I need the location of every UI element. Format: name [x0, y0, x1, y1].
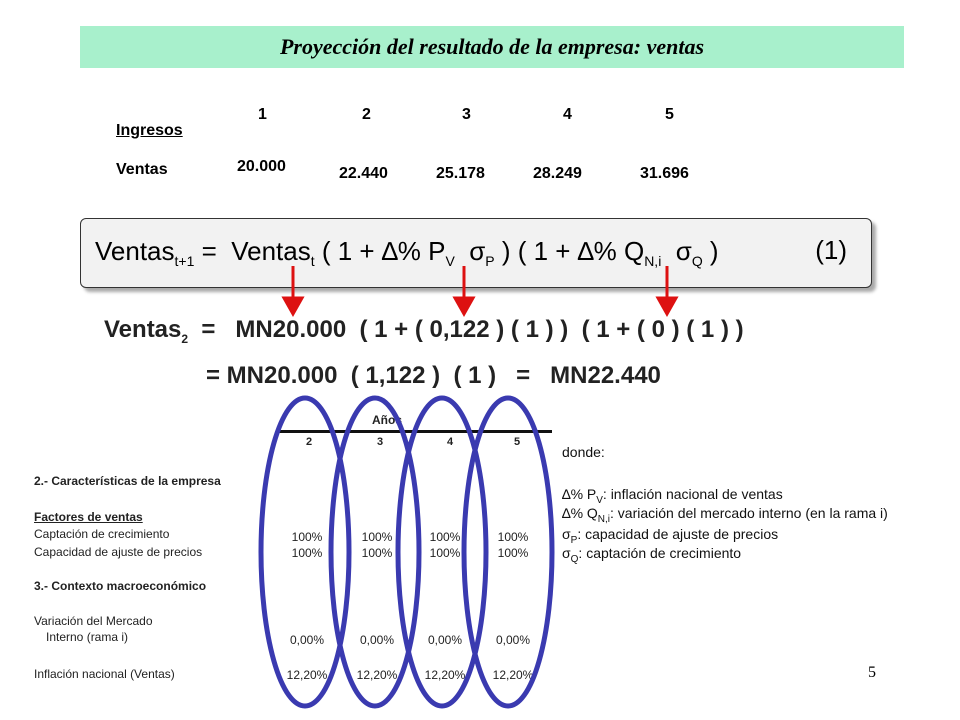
- formula-number: (1): [815, 235, 847, 265]
- inflacion-label: Inflación nacional (Ventas): [34, 667, 175, 681]
- captacion-value: 100%: [361, 530, 393, 544]
- capacidad-label: Capacidad de ajuste de precios: [34, 545, 203, 559]
- ventas-value-5: 31.696: [640, 165, 689, 182]
- legend-line-4: $\sigma_Q$: captación de crecimiento: [562, 545, 742, 565]
- captacion-value: 100%: [497, 530, 529, 544]
- col-header-3: 3: [376, 436, 384, 448]
- legend-line-2: ∆% $Q_{N,i}$: variación del mercado interno (en la rama i): [562, 505, 888, 525]
- variacion-value: 0,00%: [289, 633, 325, 647]
- variacion-label-1: Variación del Mercado: [34, 614, 153, 628]
- factores-heading: Factores de ventas: [34, 510, 143, 524]
- ellipse-col-5: [464, 398, 552, 706]
- captacion-label: Captación de crecimiento: [34, 527, 170, 541]
- ellipse-col-3: [331, 398, 419, 706]
- legend-line-3: $\sigma_P$: capacidad de ajuste de precios: [562, 526, 779, 546]
- ingresos-label: Ingresos: [116, 122, 183, 139]
- ventas-value-3: 25.178: [436, 165, 485, 182]
- captacion-value: 100%: [291, 530, 323, 544]
- ventas-value-4: 28.249: [533, 165, 582, 182]
- captacion-value: 100%: [429, 530, 461, 544]
- col-header-4: 4: [446, 436, 454, 448]
- capacidad-value: 100%: [429, 546, 461, 560]
- capacidad-value: 100%: [291, 546, 323, 560]
- variacion-label-2: Interno (rama i): [46, 630, 129, 644]
- year-3: 3: [462, 106, 471, 123]
- year-4: 4: [563, 106, 572, 123]
- formula: Ventas$_{t+1}$ = Ventas$_t$ ( 1 + ∆% $P_V$ $\sigma_P$ ) ( 1 + ∆% $Q_{N,i}$ $\sigma_Q$ ): [95, 236, 719, 270]
- section-2-heading: 2.- Características de la empresa: [34, 474, 221, 488]
- capacidad-value: 100%: [361, 546, 393, 560]
- slide-title: Proyección del resultado de la empresa: ventas: [279, 34, 705, 59]
- year-1: 1: [258, 106, 267, 123]
- year-2: 2: [362, 106, 371, 123]
- ellipse-col-2: [261, 398, 349, 706]
- inflacion-value: 12,20%: [286, 668, 328, 682]
- ventas-value-1: 20.000: [237, 158, 286, 175]
- ventas-value-2: 22.440: [339, 165, 388, 182]
- page-number: 5: [868, 664, 876, 681]
- calc-line-1: Ventas$_2$ = MN20.000 ( 1 + ( 0,122 ) ( 1 ) ) ( 1 + ( 0 ) ( 1 ) ): [104, 316, 744, 346]
- anos-label: Años: [372, 413, 402, 427]
- year-5: 5: [665, 106, 674, 123]
- legend-donde: donde:: [562, 444, 605, 460]
- col-header-5: 5: [513, 436, 521, 448]
- inflacion-value: 12,20%: [356, 668, 398, 682]
- inflacion-value: 12,20%: [492, 668, 534, 682]
- inflacion-value: 12,20%: [424, 668, 466, 682]
- variacion-value: 0,00%: [427, 633, 463, 647]
- ventas-label: Ventas: [116, 161, 168, 178]
- col-header-2: 2: [305, 436, 313, 448]
- legend-line-1: ∆% $P_V$: inflación nacional de ventas: [562, 486, 783, 506]
- section-3-heading: 3.- Contexto macroeconómico: [34, 579, 207, 593]
- variacion-value: 0,00%: [359, 633, 395, 647]
- variacion-value: 0,00%: [495, 633, 531, 647]
- capacidad-value: 100%: [497, 546, 529, 560]
- calc-line-2: = MN20.000 ( 1,122 ) ( 1 ) = MN22.440: [206, 362, 661, 389]
- ellipse-col-4: [398, 398, 486, 706]
